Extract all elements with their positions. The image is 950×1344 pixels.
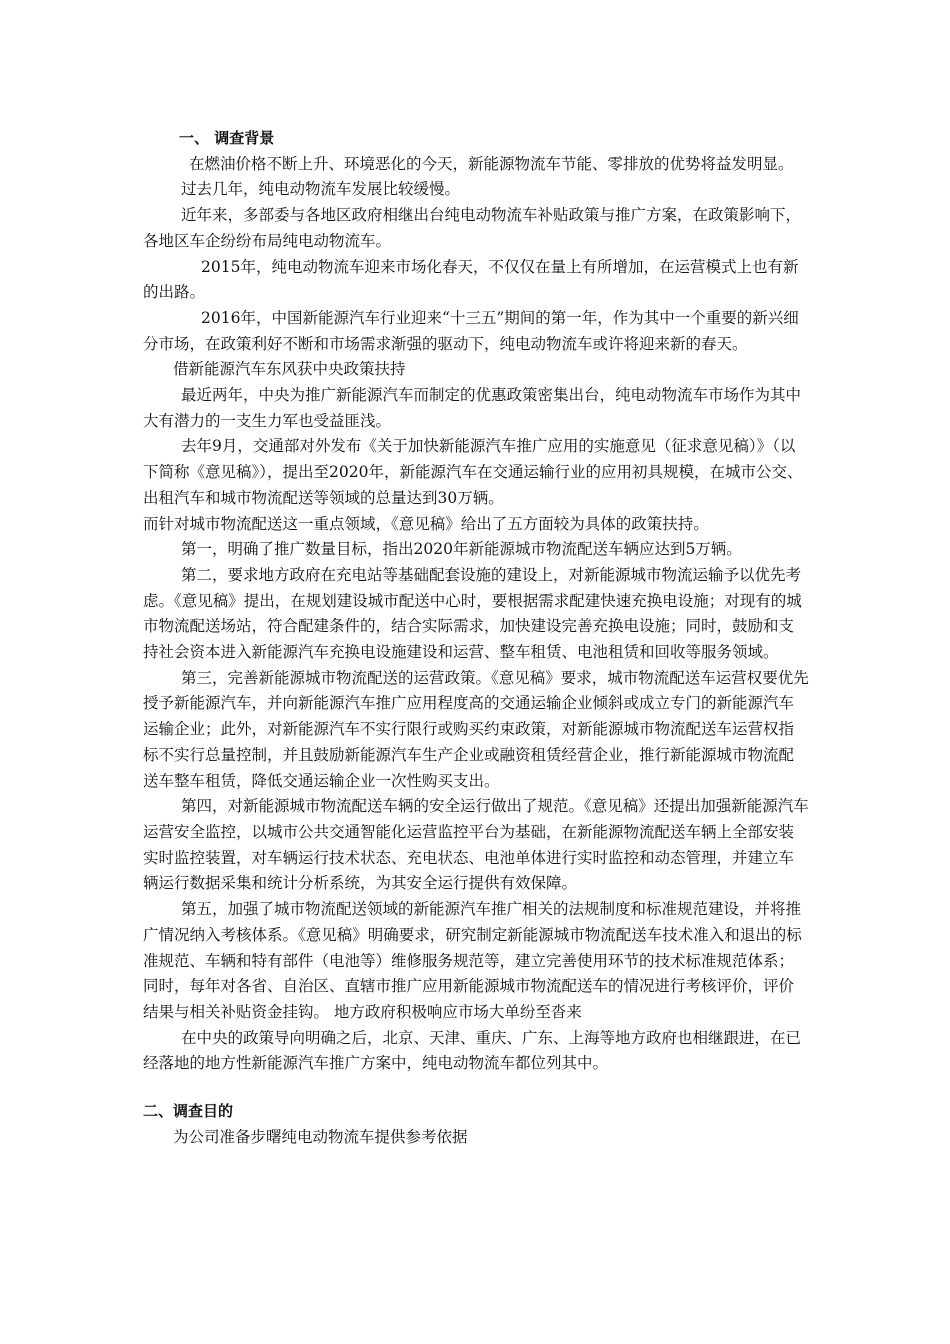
document-page — [143, 126, 809, 1150]
paragraph: 为公司准备步曙纯电动物流车提供参考依据 — [173, 1127, 468, 1146]
paragraph: 2015年，纯电动物流车迎来市场化春天，不仅仅在量上有所增加，在运营模式上也有新的出路。 — [143, 257, 799, 302]
paragraph: 过去几年，纯电动物流车发展比较缓慢。 — [181, 180, 461, 199]
paragraph: 在中央的政策导向明确之后，北京、天津、重庆、广东、上海等地方政府也相继跟进，在已经落地的地方性新能源汽车推广方案中，纯电动物流车都位列其中。 — [143, 1028, 802, 1073]
paragraph: 而针对城市物流配送这一重点领域，《意见稿》给出了五方面较为具体的政策扶持。 — [143, 514, 709, 533]
section-gap — [143, 1077, 809, 1099]
section-heading-purpose: 二、调查目的 — [143, 1102, 234, 1121]
paragraph: 2016年，中国新能源汽车行业迎来“十三五”期间的第一年，作为其中一个重要的新兴细分市场，在政策利好不断和市场需求渐强的驱动下，纯电动物流车或许将迎来新的春天。 — [143, 308, 799, 353]
paragraph: 第三，完善新能源城市物流配送的运营政策。《意见稿》要求，城市物流配送车运营权要优先授予新能源汽车，并向新能源汽车推广应用程度高的交通运输企业倾斜或成立专门的新能源汽车运输企业；此外，对新能源汽车不实行限行或购买约束政策，对新能源城市物流配送车运营权指标不实行总量控制，并且鼓励新能源汽车生产企业或融资租赁经营企业，推行新能源城市物流配送车整车租赁，降低交通运输企业一次性购买支出。 — [143, 668, 809, 790]
paragraph: 第四，对新能源城市物流配送车辆的安全运行做出了规范。《意见稿》还提出加强新能源汽车运营安全监控，以城市公共交通智能化运营监控平台为基础，在新能源物流配送车辆上全部安装实时监控装置，对车辆运行技术状态、充电状态、电池单体进行实时监控和动态管理，并建立车辆运行数据采集和统计分析系统，为其安全运行提供有效保障。 — [143, 797, 809, 893]
paragraph: 第二，要求地方政府在充电站等基础配套设施的建设上，对新能源城市物流运输予以优先考虑。《意见稿》提出，在规划建设城市配送中心时，要根据需求配建快速充换电设施；对现有的城市物流配送场站，符合配建条件的，结合实际需求，加快建设完善充换电设施；同时，鼓励和支持社会资本进入新能源汽车充换电设施建设和运营、整车租赁、电池租赁和回收等服务领域。 — [143, 565, 802, 662]
paragraph: 最近两年，中央为推广新能源汽车而制定的优惠政策密集出台，纯电动物流车市场作为其中大有潜力的一支生力军也受益匪浅。 — [143, 386, 802, 430]
paragraph: 去年9月，交通部对外发布《关于加快新能源汽车推广应用的实施意见（征求意见稿）》（以下简称《意见稿》），提出至2020年，新能源汽车在交通运输行业的应用初具规模，在城市公交、出租汽车和城市物流配送等领域的总量达到30万辆。 — [143, 437, 803, 507]
paragraph: 在燃油价格不断上升、环境恶化的今天，新能源物流车节能、零排放的优势将益发明显。 — [189, 154, 794, 173]
paragraph: 借新能源汽车东风获中央政策扶持 — [173, 360, 406, 379]
paragraph: 第一，明确了推广数量目标，指出2020年新能源城市物流配送车辆应达到5万辆。 — [181, 540, 742, 559]
paragraph: 第五，加强了城市物流配送领域的新能源汽车推广相关的法规制度和标准规范建设，并将推广情况纳入考核体系。《意见稿》明确要求，研究制定新能源城市物流配送车技术准入和退出的标准规范、车辆和特有部件（电池等）维修服务规范等，建立完善使用环节的技术标准规范体系；同时，每年对各省、自治区、直辖市推广应用新能源城市物流配送车的情况进行考核评价，评价结果与相关补贴资金挂钩。 地方政府积极响应市场大单纷至沓来 — [143, 900, 802, 1021]
paragraph: 近年来，多部委与各地区政府相继出台纯电动物流车补贴政策与推广方案，在政策影响下，各地区车企纷纷布局纯电动物流车。 — [143, 206, 802, 250]
section-heading-background: 一、 调查背景 — [179, 129, 275, 147]
